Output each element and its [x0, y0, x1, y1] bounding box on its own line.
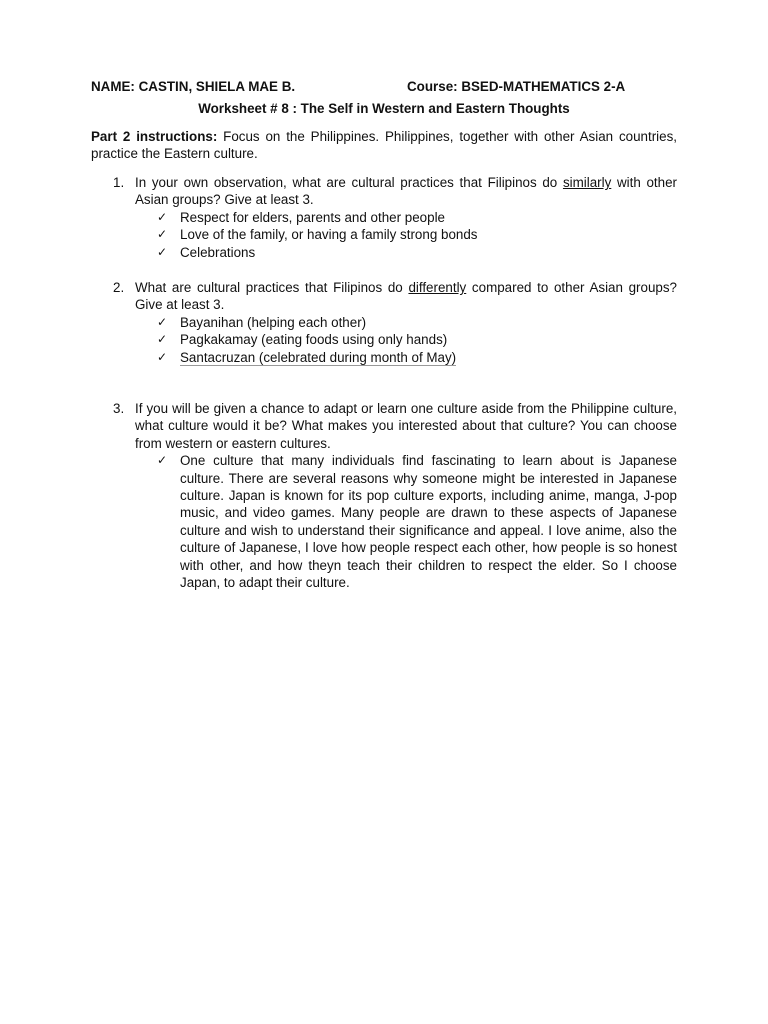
answer-text: Pagkakamay (eating foods using only hands) [180, 332, 448, 348]
list-item [157, 452, 677, 591]
list-item [157, 331, 677, 348]
answer-text: Celebrations [180, 244, 256, 260]
check-icon: ✓ [157, 244, 168, 259]
header [91, 78, 691, 95]
question-number: 3. [113, 401, 125, 416]
answer-list [157, 209, 677, 261]
emphasis-word: similarly [562, 175, 612, 190]
question-text: If you will be given a chance to adapt or learn one culture aside from the Philippine culture, what culture would it be? What makes you interested about that culture? You can choose from western or eastern cultures. [135, 401, 677, 451]
check-icon: ✓ [157, 349, 168, 364]
question-1 [91, 174, 677, 261]
question-text: What are cultural practices that Filipinos do differently compared to other Asian groups? Give at least 3. [135, 280, 678, 313]
instructions-text: Focus on the Philippines. Philippines, together with other Asian countries, practice the Eastern culture. [91, 129, 677, 162]
answer-text: One culture that many individuals find fascinating to learn about is Japanese culture. There are several reasons why someone might be interested in Japanese culture. Japan is known for its pop culture exports, including anime, manga, J-pop music, and video games. Many people are drawn to these aspects of Japanese culture and wish to understand their significance and appeal. I love anime, also the culture of Japanese, I love how people respect each other, how people is so honest with other, and how theyn teach their children to respect the elder. So I choose Japan, to adapt their culture. [180, 453, 677, 591]
list-item [157, 314, 677, 331]
question-number: 1. [113, 175, 125, 190]
check-icon: ✓ [157, 314, 168, 329]
question-text: In your own observation, what are cultural practices that Filipinos do similarly with other Asian groups? Give at least 3. [135, 175, 678, 208]
worksheet-title: Worksheet # 8 : The Self in Western and Eastern Thoughts [198, 101, 570, 116]
list-item [157, 244, 677, 261]
check-icon: ✓ [157, 227, 168, 242]
emphasis-word: differently [408, 280, 467, 295]
answer-text: Respect for elders, parents and other people [180, 209, 446, 225]
check-icon: ✓ [157, 453, 168, 468]
question-3 [91, 400, 677, 591]
answer-text: Bayanihan (helping each other) [180, 314, 367, 330]
check-icon: ✓ [157, 332, 168, 347]
answer-text: Santacruzan (celebrated during month of May) [180, 349, 457, 365]
question-2 [91, 279, 677, 366]
answer-list [157, 452, 677, 591]
list-item [157, 209, 677, 226]
list-item [157, 349, 677, 366]
instructions-label: Part 2 instructions: [91, 129, 218, 144]
check-icon: ✓ [157, 209, 168, 224]
student-name: NAME: CASTIN, SHIELA MAE B. [91, 79, 296, 94]
student-course: Course: BSED-MATHEMATICS 2-A [407, 79, 626, 94]
list-item [157, 226, 677, 243]
question-number: 2. [113, 280, 125, 295]
instructions [91, 128, 677, 163]
answer-list [157, 314, 677, 366]
answer-text: Love of the family, or having a family strong bonds [180, 227, 478, 243]
